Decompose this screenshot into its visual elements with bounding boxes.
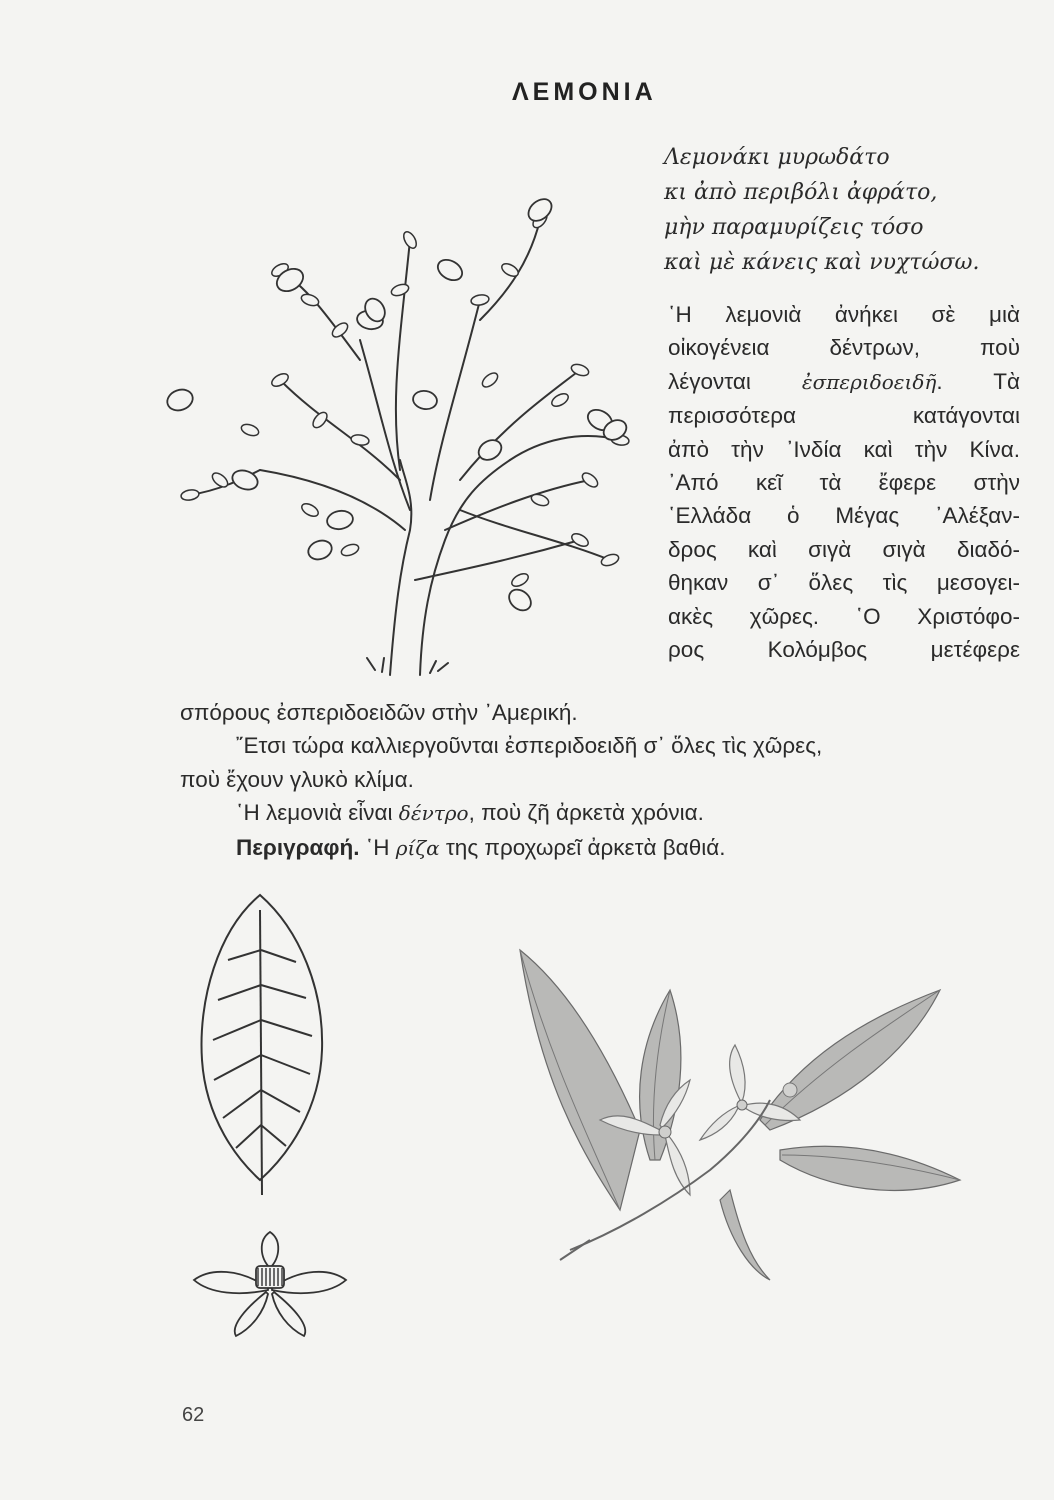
paragraph-line: θηκαν σ᾿ ὅλες τὶς μεσογει- [668,570,1020,596]
text-run: . Τὰ [936,368,1020,394]
poem-line: κι ἀπὸ περιβόλι ἀφράτο, [664,180,938,205]
section-heading-inline: Περιγραφή. [236,834,360,860]
paragraph-line [668,365,1020,399]
text-run: ῾Η [359,834,396,860]
text-column-right [668,298,1020,666]
emphasis-term: ἐσπεριδοειδῆ [801,369,937,394]
lemon-tree-illustration [160,180,640,680]
paragraph-line [180,796,1030,830]
paragraph-line: σπόρους ἐσπεριδοειδῶν στὴν ᾿Αμερική. [180,700,578,725]
poem-line: μὴν παραμυρίζεις τόσο [664,215,924,240]
text-run: λέγονται [668,368,802,394]
paragraph-line: ρος Κολόμβος μετέφερε [668,637,1020,663]
text-run: ῾Η λεμονιὰ εἶναι [236,800,399,826]
emphasis-term: ρίζα [395,835,440,860]
paragraph-line: περισσότερα κατάγονται [668,403,1020,429]
paragraph-line: ακὲς χῶρες. ῾Ο Χριστόφο- [668,603,1020,629]
page-title: ΛΕΜΟΝΙΑ [512,78,657,106]
paragraph-line: ῾Η λεμονιὰ ἀνήκει σὲ μιὰ [668,302,1020,327]
poem [664,140,1044,280]
paragraph-line: ποὺ ἔχουν γλυκὸ κλίμα. [180,766,414,792]
lemon-branch-blossom-illustration [500,930,970,1290]
text-run: , ποὺ ζῆ ἀρκετὰ χρόνια. [468,800,704,826]
paragraph-line: δρος καὶ σιγὰ σιγὰ διαδό- [668,536,1020,562]
leaf-illustration [188,890,338,1210]
paragraph-line [180,831,1030,865]
paragraph-line: ῎Ετσι τώρα καλλιεργοῦνται ἐσπεριδοειδῆ σ᾿ ὅλες τὶς χῶρες, [236,733,823,759]
emphasis-term: δέντρο [398,801,469,826]
lemon-blossom-illustration [190,1228,350,1338]
paragraph-line: ῾Ελλάδα ὁ Μέγας ᾿Αλέξαν- [668,503,1020,529]
poem-line: καὶ μὲ κάνεις καὶ νυχτώσω. [664,250,980,275]
poem-line: Λεμονάκι μυρωδάτο [664,145,890,170]
text-full-width [180,696,1030,865]
paragraph-line: ἀπὸ τὴν ᾿Ινδία καὶ τὴν Κίνα. [668,436,1020,462]
paragraph-line: οἰκογένεια δέντρων, ποὺ [668,335,1020,361]
page-number: 62 [182,1404,205,1426]
paragraph-line: ᾿Από κεῖ τὰ ἔφερε στὴν [668,470,1020,496]
text-run: της προχωρεῖ ἀρκετὰ βαθιά. [439,834,726,860]
